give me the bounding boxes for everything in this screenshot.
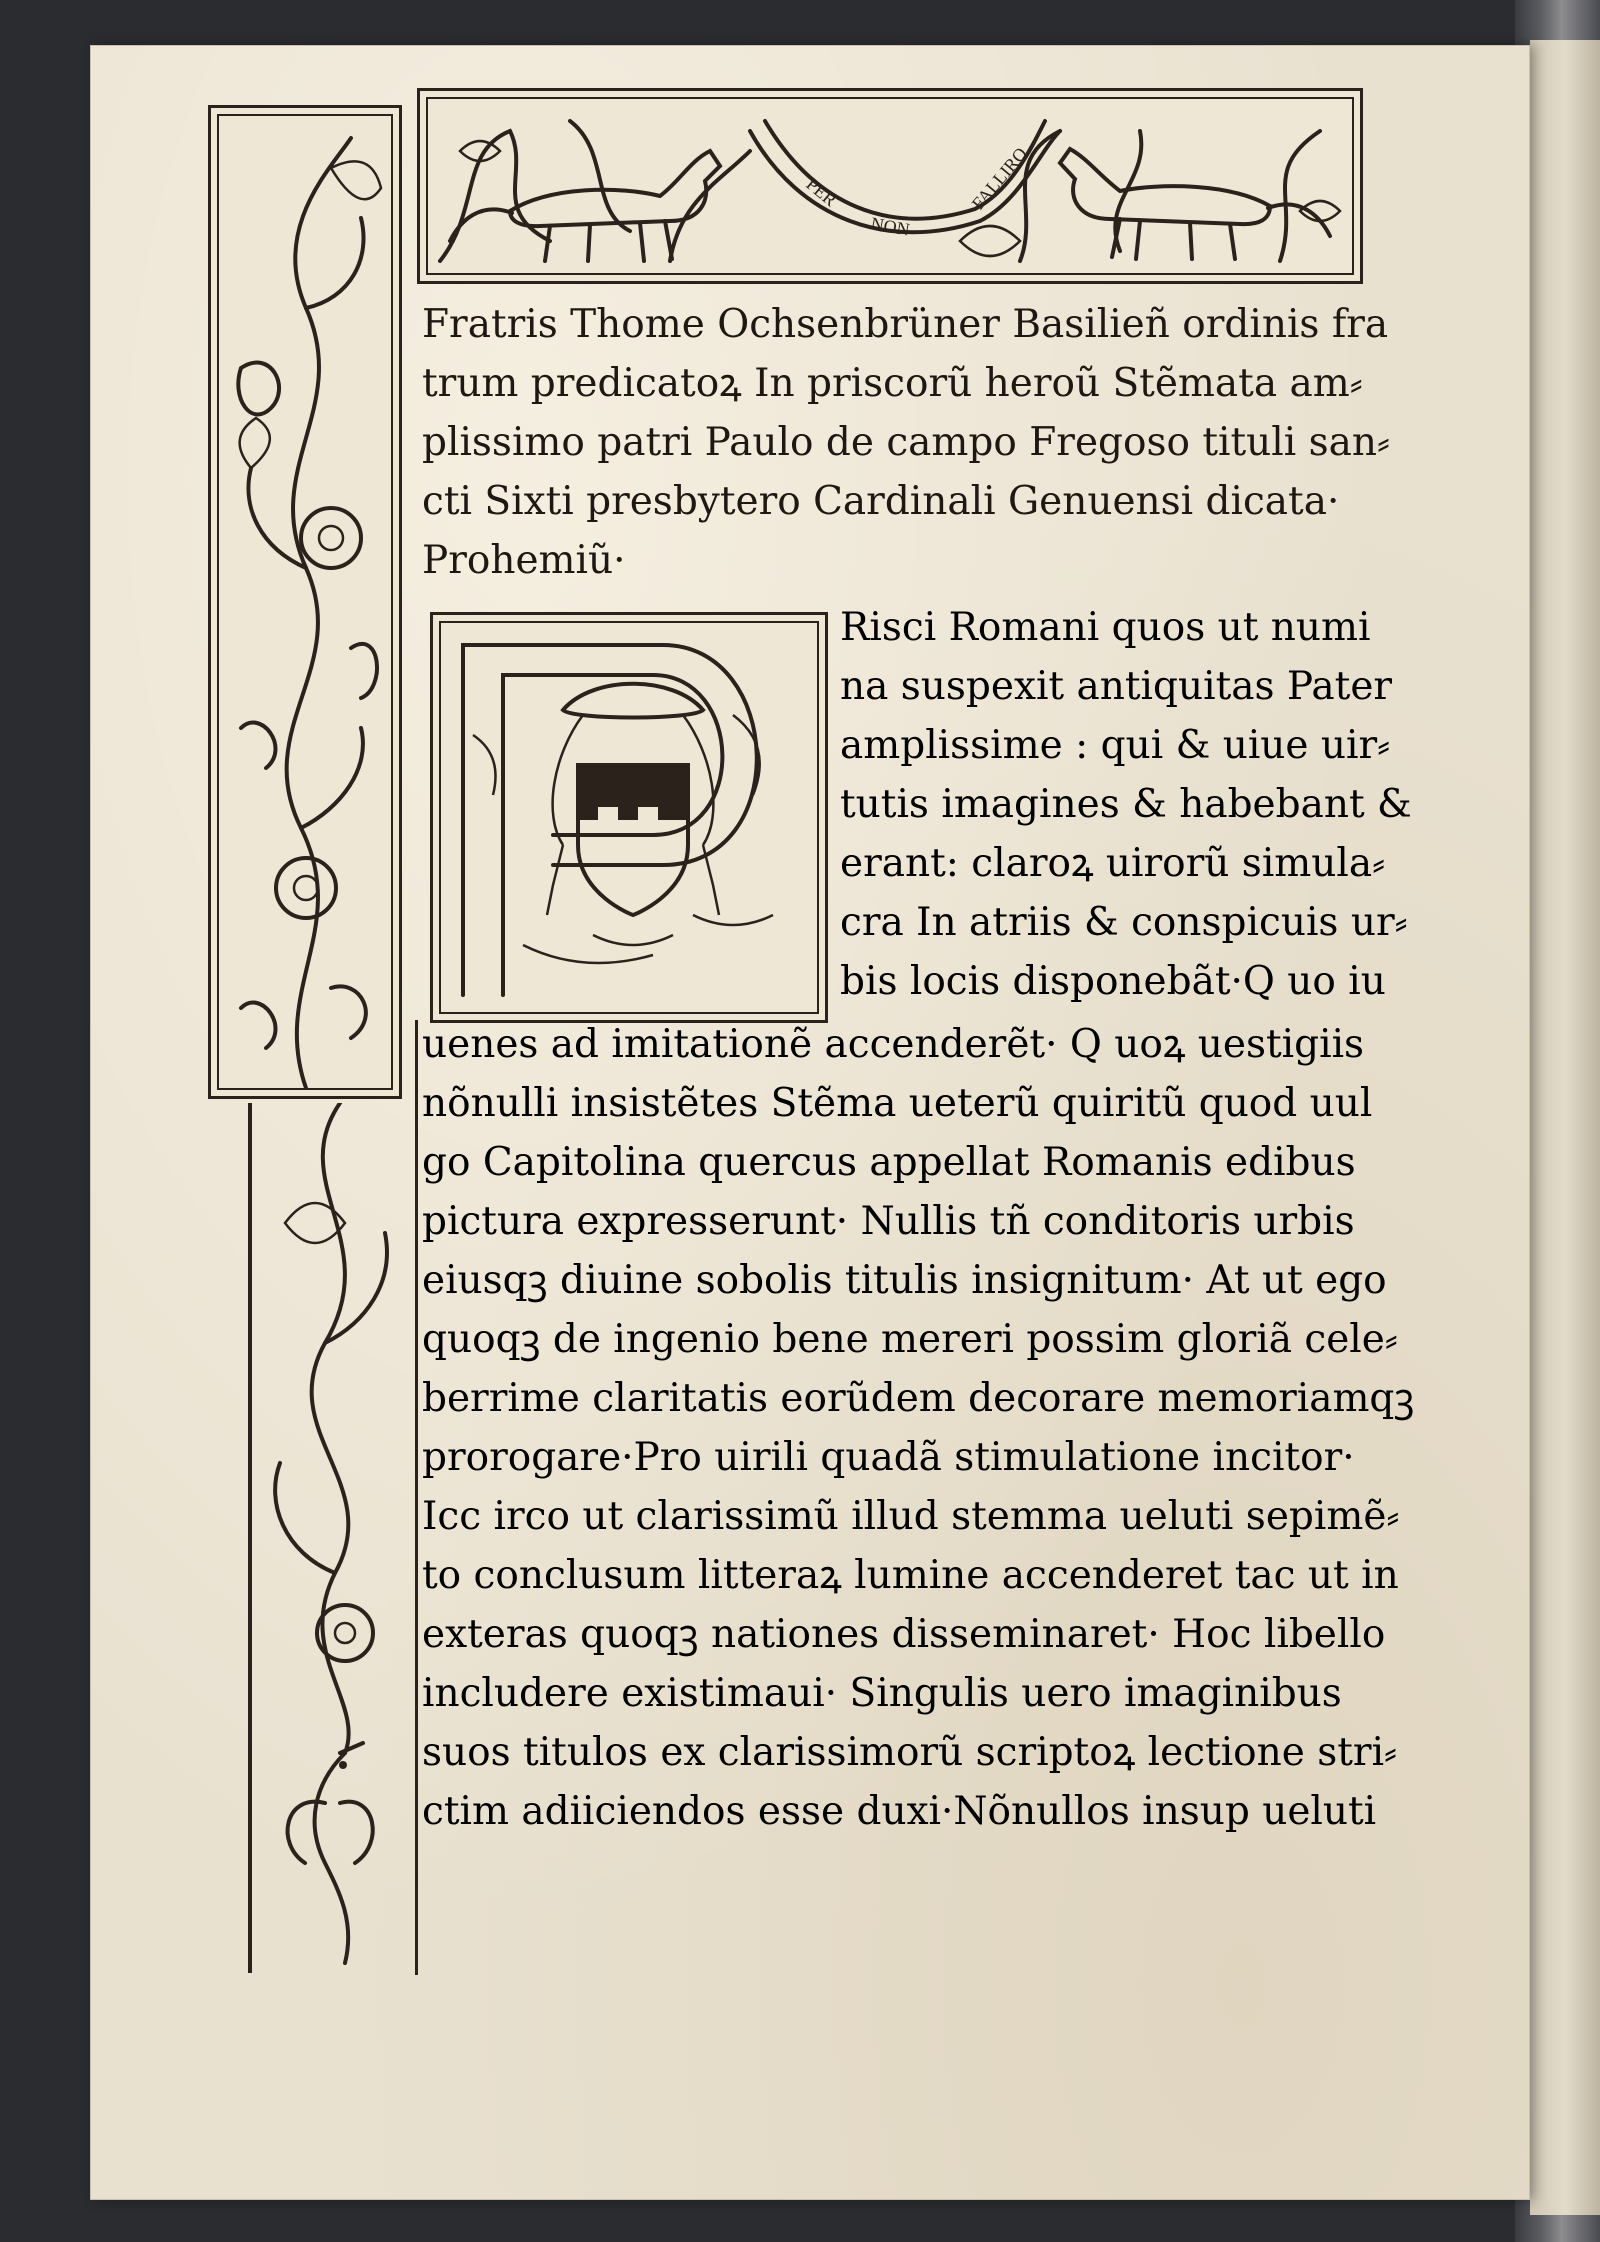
text-line: cra In atriis & conspicuis ur⸗ xyxy=(840,900,1408,945)
text-line: prorogare·Pro uirili quadã stimulatione incitor· xyxy=(422,1435,1355,1480)
text-line: nõnulli insistẽtes Stẽma ueterũ quiritũ quod uul xyxy=(422,1081,1373,1126)
text-line: exteras quoqꝫ nationes disseminaret· Hoc libello xyxy=(422,1612,1386,1657)
text-line: erant: claroꝝ uirorũ simula⸗ xyxy=(840,841,1386,886)
text-line: Risci Romani quos ut numi xyxy=(840,605,1371,650)
heading-line: trum predicatoꝝ In priscorũ heroũ Stẽmata am⸗ xyxy=(422,361,1363,406)
next-page-edge xyxy=(1530,40,1600,2215)
text-line: Icc irco ut clarissimũ illud stemma ueluti sepimẽ⸗ xyxy=(422,1494,1400,1539)
text-line: uenes ad imitationẽ accenderẽt· Q uoꝝ uestigiis xyxy=(422,1022,1365,1067)
heading-line: plissimo patri Paulo de campo Fregoso tituli san⸗ xyxy=(422,420,1391,465)
svg-text:NON: NON xyxy=(869,213,912,240)
text-line: includere existimaui· Singulis uero imaginibus xyxy=(422,1671,1342,1716)
heading-line: Fratris Thome Ochsenbrüner Basilieñ ordinis fra xyxy=(422,302,1389,347)
svg-text:PER: PER xyxy=(802,173,841,211)
coat-of-arms-graphic xyxy=(433,615,825,1020)
text-line: na suspexit antiquitas Pater xyxy=(840,664,1393,709)
text-line: eiusqꝫ diuine sobolis titulis insignitum· At ut ego xyxy=(422,1258,1387,1303)
text-line: berrime claritatis eorũdem decorare memoriamqꝫ xyxy=(422,1376,1415,1421)
text-line: pictura expresserunt· Nullis tñ conditoris urbis xyxy=(422,1199,1355,1244)
bird-graphic xyxy=(288,1743,373,1963)
text-line: ctim adiiciendos esse duxi·Nõnullos insup ueluti xyxy=(422,1789,1377,1834)
left-woodcut-border-upper xyxy=(208,105,402,1099)
text-line: bis locis disponebãt·Q uo iu xyxy=(840,959,1386,1004)
text-line: to conclusum litteraꝝ lumine accenderet tac ut in xyxy=(422,1553,1399,1598)
left-text-rule xyxy=(415,1020,418,1975)
lower-border-foliage-bird-graphic xyxy=(245,1103,420,1973)
svg-text:FALLIRO: FALLIRO xyxy=(967,143,1032,214)
initial-adjacent-column xyxy=(840,598,1440,1011)
text-line: amplissime : qui & uiue uir⸗ xyxy=(840,723,1391,768)
left-woodcut-border-lower xyxy=(245,1103,420,1973)
text-line: quoqꝫ de ingenio bene mereri possim gloriã cele⸗ xyxy=(422,1317,1398,1362)
left-border-foliage-graphic xyxy=(211,108,399,1096)
heading-block xyxy=(422,295,1432,590)
frieze-foliage-graphic xyxy=(420,91,1360,281)
top-woodcut-frieze xyxy=(417,88,1363,284)
left-fox-graphic xyxy=(450,151,720,261)
prohemium-heading: Prohemiũ· xyxy=(422,538,626,583)
initial-letter-woodcut xyxy=(430,612,828,1023)
heading-line: cti Sixti presbytero Cardinali Genuensi dicata· xyxy=(422,479,1340,524)
text-line: suos titulos ex clarissimorũ scriptoꝝ lectione stri⸗ xyxy=(422,1730,1398,1775)
body-text xyxy=(422,1015,1432,1841)
text-line: tutis imagines & habebant & xyxy=(840,782,1412,827)
text-line: go Capitolina quercus appellat Romanis edibus xyxy=(422,1140,1356,1185)
